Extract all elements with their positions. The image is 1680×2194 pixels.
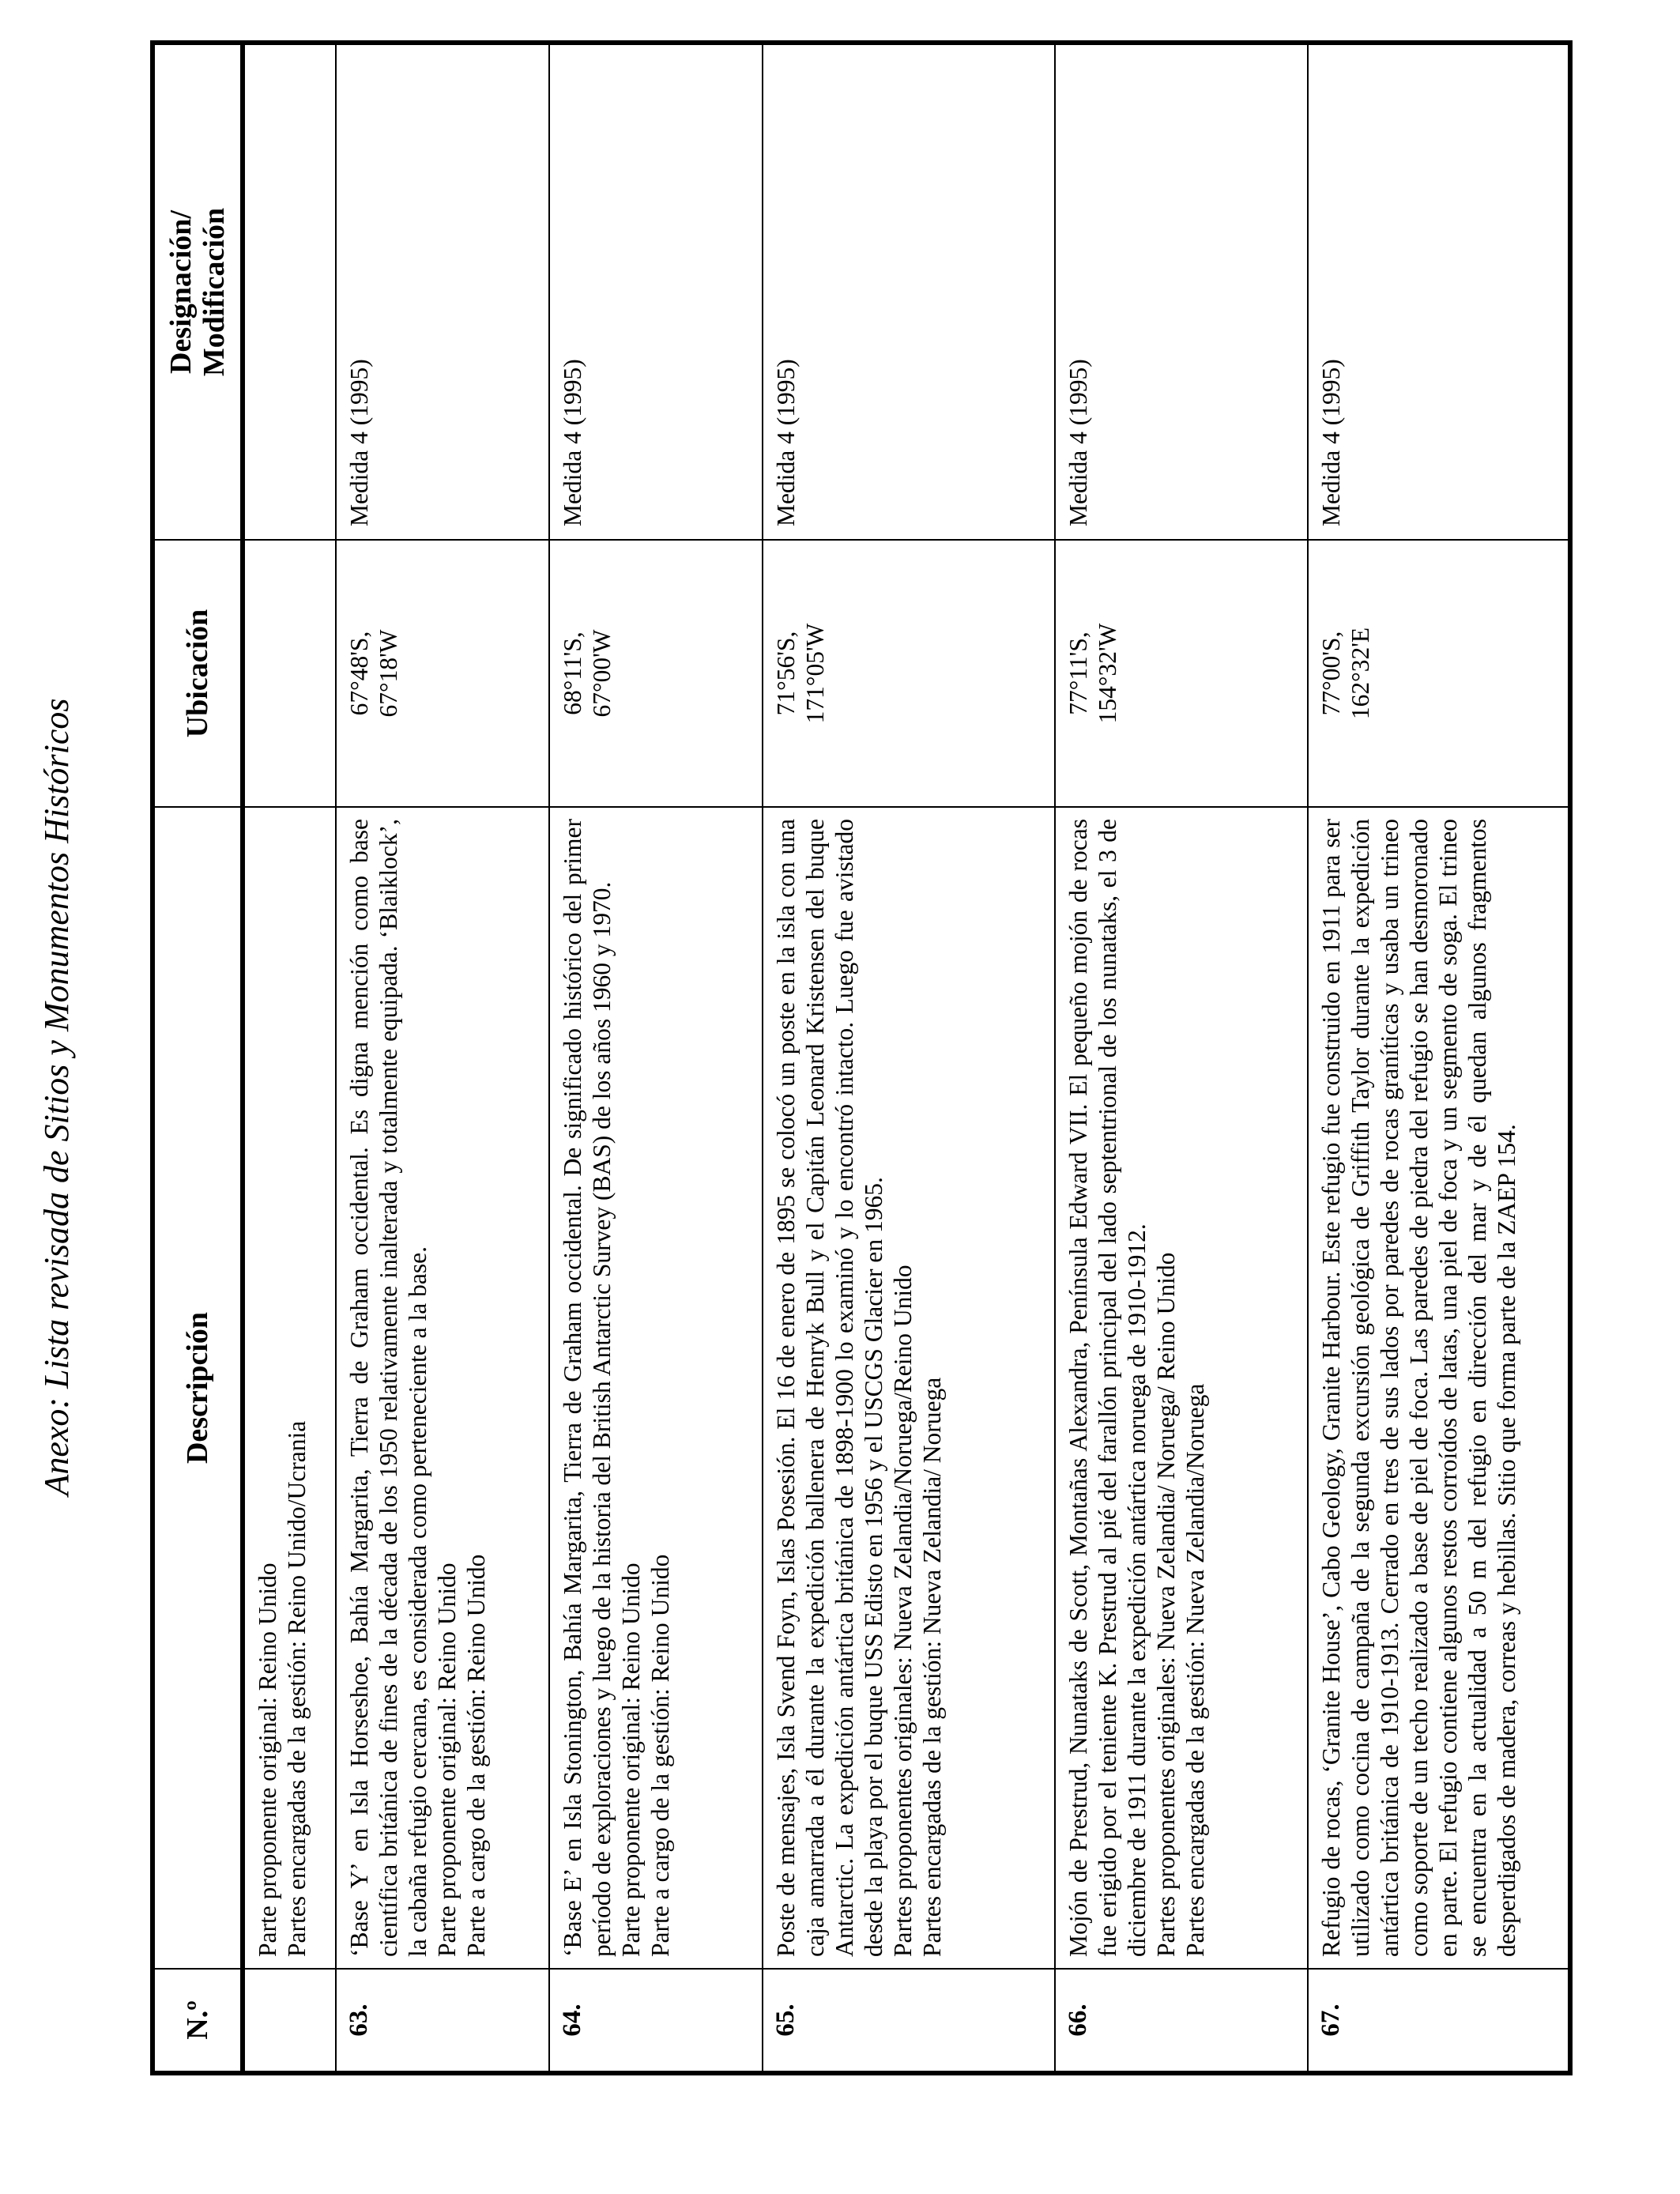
site-description: ‘Base Y’ en Isla Horseshoe, Bahía Margarita, Tierra de Graham occidental. Es digna mención como base científica británica de fines de la década de los 1950 relativamente inalterada y totalmente equipada. ‘Blaiklock’, la cabaña refugio cercana, es considerada como perteneciente a la base. [345,819,431,1957]
table-row [336,43,549,2073]
header-number: N.º [153,1969,243,2073]
table-row [763,43,1055,2073]
table-row [549,43,763,2073]
cell-number: 65. [763,1969,1055,2073]
historic-sites-table [150,40,1573,2075]
cell-designation: Medida 4 (1995) [549,43,763,540]
table-header-row [153,43,243,2073]
cell-number: 63. [336,1969,549,2073]
header-designation-line1: Designación/ [164,210,198,374]
cell-location [1055,540,1308,807]
site-description: Poste de mensajes, Isla Svend Foyn, Islas Posesión. El 16 de enero de 1895 se colocó un poste en la isla con una caja amarrada a él durante la expedición ballenera de Henryk Bull y el Capitán Leonard Kristensen del buque Antarctic. La expedición antártica británica de 1898-1900 lo examinó y lo encontró intacto. Luego fue avistado desde la playa por el buque USS Edisto en 1956 y el USCGS Glacier en 1965. [772,819,887,1957]
cell-description [1055,807,1308,1969]
cell-designation: Medida 4 (1995) [763,43,1055,540]
longitude: 67°18'W [375,629,402,718]
longitude: 154°32'W [1094,623,1121,724]
cell-designation: Medida 4 (1995) [1055,43,1308,540]
continuation-party-line2: Partes encargadas de la gestión: Reino Unido/Ucrania [283,1420,311,1957]
longitude: 162°32'E [1347,627,1374,720]
cell-designation-empty [243,43,336,540]
longitude: 171°05'W [801,623,829,724]
cell-location-empty [243,540,336,807]
proposing-party: Parte proponente original: Reino Unido [617,1563,645,1957]
site-description: ‘Base E’ en Isla Stonington, Bahía Margarita, Tierra de Graham occidental. De significado histórico del primer período de exploraciones y luego de la historia del British Antarctic Survey (BAS) de los años 1960 y 1970. [559,819,616,1957]
header-designation-line2: Modificación [198,207,231,377]
proposing-party: Parte proponente original: Reino Unido [433,1563,461,1957]
managing-party: Parte a cargo de la gestión: Reino Unido [646,1554,674,1957]
latitude: 77°11'S, [1064,631,1092,715]
managing-party: Parte a cargo de la gestión: Reino Unido [462,1554,490,1957]
cell-description [763,807,1055,1969]
table-row [1308,43,1570,2073]
header-location-label: Ubicación [181,609,214,738]
cell-description-continuation [243,807,336,1969]
latitude: 67°48'S, [345,631,373,716]
managing-party: Partes encargadas de la gestión: Nueva Zelandia/Noruega [1181,1383,1209,1957]
header-designation [153,43,243,540]
cell-number: 66. [1055,1969,1308,2073]
latitude: 77°00'S, [1317,631,1345,716]
header-description: Descripción [153,807,243,1969]
longitude: 67°00'W [588,629,616,718]
site-description: Refugio de rocas, ‘Granite House’, Cabo Geology, Granite Harbour. Este refugio fue construido en 1911 para ser utilizado como cocina de campaña de la segunda excursión geológica de Griffith Taylor durante la expedición antártica británica de 1910-1913. Cerrado en tres de sus lados por paredes de rocas graníticas y usaba un trineo como soporte de un techo realizado a base de piel de foca. Las paredes de piedra del refugio se han desmoronado en parte. El refugio contiene algunos restos corroídos de latas, una piel de foca y un segmento de soga. El trineo se encuentra en la actualidad a 50 m del refugio en dirección del mar y de él quedan algunos fragmentos desperdigados de madera, correas y hebillas. Sitio que forma parte de la ZAEP 154. [1317,819,1520,1957]
cell-description [549,807,763,1969]
cell-location [336,540,549,807]
cell-designation: Medida 4 (1995) [336,43,549,540]
site-parties [432,819,491,1957]
cell-description [336,807,549,1969]
cell-number: 64. [549,1969,763,2073]
running-header: Anexo: Lista revisada de Sitios y Monumentos Históricos [37,698,76,1496]
continuation-party-line1: Parte proponente original: Reino Unido [254,1563,281,1957]
cell-number-empty [243,1969,336,2073]
latitude: 71°56'S, [772,631,800,716]
table-row [1055,43,1308,2073]
site-description: Mojón de Prestrud, Nunataks de Scott, Montañas Alexandra, Península Edward VII. El pequeño mojón de rocas fue erigido por el teniente K. Prestrud al pié del farallón principal del lado septentrional de los nunataks, el 3 de diciembre de 1911 durante la expedición antártica noruega de 1910-1912. [1064,819,1151,1957]
proposing-party: Partes proponentes originales: Nueva Zelandia/Noruega/Reino Unido [889,1265,917,1957]
managing-party: Partes encargadas de la gestión: Nueva Zelandia/ Noruega [918,1377,946,1957]
header-location [153,540,243,807]
continuation-parties [253,819,311,1957]
cell-location [763,540,1055,807]
proposing-party: Partes proponentes originales: Nueva Zelandia/ Noruega/ Reino Unido [1152,1252,1180,1957]
site-parties [1151,819,1210,1957]
cell-description [1308,807,1570,1969]
latitude: 68°11'S, [559,631,586,715]
cell-number: 67. [1308,1969,1570,2073]
cell-location [549,540,763,807]
cell-designation: Medida 4 (1995) [1308,43,1570,540]
cell-location [1308,540,1570,807]
site-parties [616,819,675,1957]
table-row-continuation [243,43,336,2073]
site-parties [888,819,947,1957]
